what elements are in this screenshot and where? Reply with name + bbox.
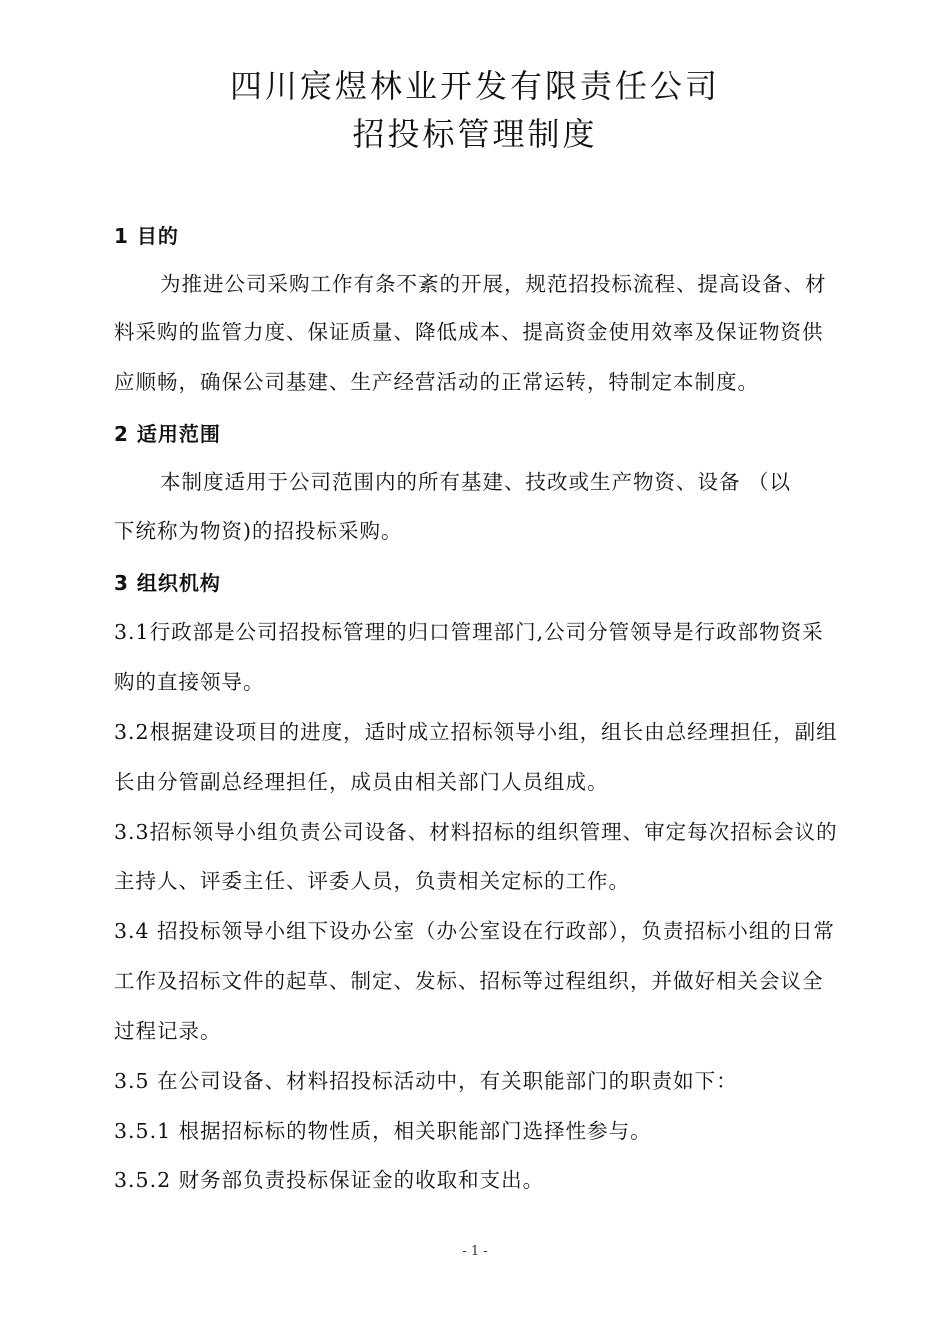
clause-line: 3.1行政部是公司招投标管理的归口管理部门,公司分管领导是行政部物资采 <box>114 620 824 644</box>
clause-line: 3.3招标领导小组负责公司设备、材料招标的组织管理、审定每次招标会议的 <box>114 820 838 844</box>
clause-line: 工作及招标文件的起草、制定、发标、招标等过程组织，并做好相关会议全 <box>114 969 824 993</box>
page-number: - 1 - <box>462 1244 488 1259</box>
paragraph-line: 下统称为物资)的招投标采购。 <box>114 519 403 543</box>
paragraph-line: 料采购的监管力度、保证质量、降低成本、提高资金使用效率及保证物资供 <box>114 320 824 344</box>
clause-line: 3.4 招投标领导小组下设办公室（办公室设在行政部），负责招标小组的日常 <box>114 919 835 943</box>
clause-line: 购的直接领导。 <box>114 670 265 694</box>
paragraph-line: 本制度适用于公司范围内的所有基建、技改或生产物资、设备 （以 <box>160 470 792 494</box>
section-heading-organization: 3 组织机构 <box>114 571 221 595</box>
clause-line: 3.5.2 财务部负责投标保证金的收取和支出。 <box>114 1168 545 1192</box>
paragraph-line: 应顺畅，确保公司基建、生产经营活动的正常运转，特制定本制度。 <box>114 370 759 394</box>
section-heading-purpose: 1 目的 <box>114 224 179 248</box>
document-title: 招投标管理制度 <box>352 115 598 153</box>
clause-line: 3.5.1 根据招标标的物性质，相关职能部门选择性参与。 <box>114 1119 652 1143</box>
section-heading-scope: 2 适用范围 <box>114 422 221 446</box>
clause-line: 3.2根据建设项目的进度，适时成立招标领导小组，组长由总经理担任，副组 <box>114 720 838 744</box>
clause-line: 3.5 在公司设备、材料招投标活动中，有关职能部门的职责如下： <box>114 1069 738 1093</box>
company-title: 四川宸煜林业开发有限责任公司 <box>229 67 720 105</box>
clause-line: 主持人、评委主任、评委人员，负责相关定标的工作。 <box>114 869 630 893</box>
clause-line: 长由分管副总经理担任，成员由相关部门人员组成。 <box>114 770 609 794</box>
paragraph-line: 为推进公司采购工作有条不紊的开展，规范招投标流程、提高设备、材 <box>160 272 827 296</box>
clause-line: 过程记录。 <box>114 1019 222 1043</box>
